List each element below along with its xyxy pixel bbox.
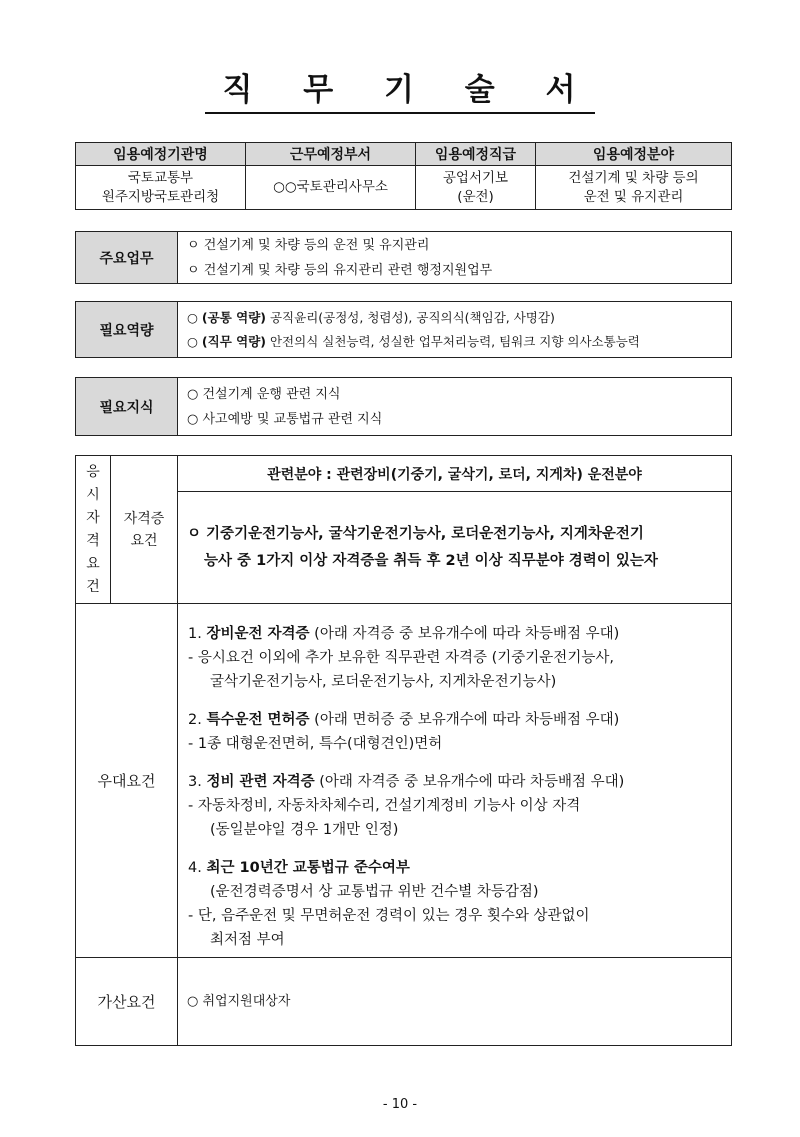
preference-detail: - 단, 음주운전 및 무면허운전 경력이 있는 경우 횟수와 상관없이	[188, 908, 590, 924]
requirements-table	[75, 455, 732, 1046]
header-col-field: 임용예정분야	[536, 143, 732, 166]
duties-table	[75, 231, 732, 284]
preference-section-heading: 4. 최근 10년간 교통법규 준수여부	[188, 860, 410, 876]
header-col-org: 임용예정기관명	[76, 143, 246, 166]
preference-detail: 최저점 부여	[210, 932, 285, 948]
eligibility-vertical-label: 응 시 자 격 요 건	[76, 456, 111, 604]
page-title: 직 무 기 술 서	[0, 72, 800, 114]
preference-detail: 굴삭기운전기능사, 로더운전기능사, 지게차운전기능사)	[210, 674, 557, 690]
competency-item: ○ (공통 역량) 공직윤리(공정성, 청렴성), 공직의식(책임감, 사명감)	[187, 309, 555, 325]
preference-detail: (동일분야일 경우 1개만 인정)	[210, 822, 399, 838]
duty-item: ㅇ 건설기계 및 차량 등의 유지관리 관련 행정지원업무	[187, 262, 493, 278]
dept-value: ○○국토관리사무소	[246, 166, 416, 210]
preference-label: 우대요건	[76, 604, 178, 958]
knowledge-item: ○ 사고예방 및 교통법규 관련 지식	[187, 411, 383, 427]
license-description: ㅇ 기중기운전기능사, 굴삭기운전기능사, 로더운전기능사, 지게차운전기 능사 중 1가지 이상 자격증을 취득 후 2년 이상 직무분야 경력이 있는자	[178, 492, 732, 604]
grade-value: 공업서기보 (운전)	[416, 166, 536, 210]
competency-table	[75, 301, 732, 358]
header-col-dept: 근무예정부서	[246, 143, 416, 166]
duties-content	[178, 232, 732, 284]
competency-content	[178, 302, 732, 358]
preference-content	[178, 604, 732, 958]
competency-item: ○ (직무 역량) 안전의식 실천능력, 성실한 업무처리능력, 팀워크 지향 의사소통능력	[187, 333, 640, 349]
bonus-label: 가산요건	[76, 958, 178, 1046]
preference-section-heading: 2. 특수운전 면허증 (아래 면허증 중 보유개수에 따라 차등배점 우대)	[188, 712, 620, 728]
duties-label: 주요업무	[76, 232, 178, 284]
preference-detail: - 자동차정비, 자동차차체수리, 건설기계정비 기능사 이상 자격	[188, 798, 581, 814]
bonus-item: ○ 취업지원대상자	[178, 958, 732, 1046]
related-field: 관련분야 : 관련장비(기중기, 굴삭기, 로더, 지게차) 운전분야	[178, 456, 732, 492]
preference-section-heading: 3. 정비 관련 자격증 (아래 자격증 중 보유개수에 따라 차등배점 우대)	[188, 774, 625, 790]
preference-detail: (운전경력증명서 상 교통법규 위반 건수별 차등감점)	[210, 884, 539, 900]
preference-section-heading: 1. 장비운전 자격증 (아래 자격증 중 보유개수에 따라 차등배점 우대)	[188, 626, 620, 642]
page-number: - 10 -	[382, 1097, 418, 1112]
field-value: 건설기계 및 차량 등의 운전 및 유지관리	[536, 166, 732, 210]
header-col-grade: 임용예정직급	[416, 143, 536, 166]
preference-detail: - 응시요건 이외에 추가 보유한 직무관련 자격증 (기중기운전기능사,	[188, 650, 614, 666]
knowledge-label: 필요지식	[76, 378, 178, 436]
preference-detail: - 1종 대형운전면허, 특수(대형견인)면허	[188, 736, 443, 752]
license-requirement-label: 자격증 요건	[111, 456, 178, 604]
duty-item: ㅇ 건설기계 및 차량 등의 운전 및 유지관리	[187, 237, 430, 253]
header-table	[75, 142, 732, 210]
knowledge-item: ○ 건설기계 운행 관련 지식	[187, 386, 341, 402]
competency-label: 필요역량	[76, 302, 178, 358]
knowledge-table	[75, 377, 732, 436]
org-value: 국토교통부 원주지방국토관리청	[76, 166, 246, 210]
knowledge-content	[178, 378, 732, 436]
